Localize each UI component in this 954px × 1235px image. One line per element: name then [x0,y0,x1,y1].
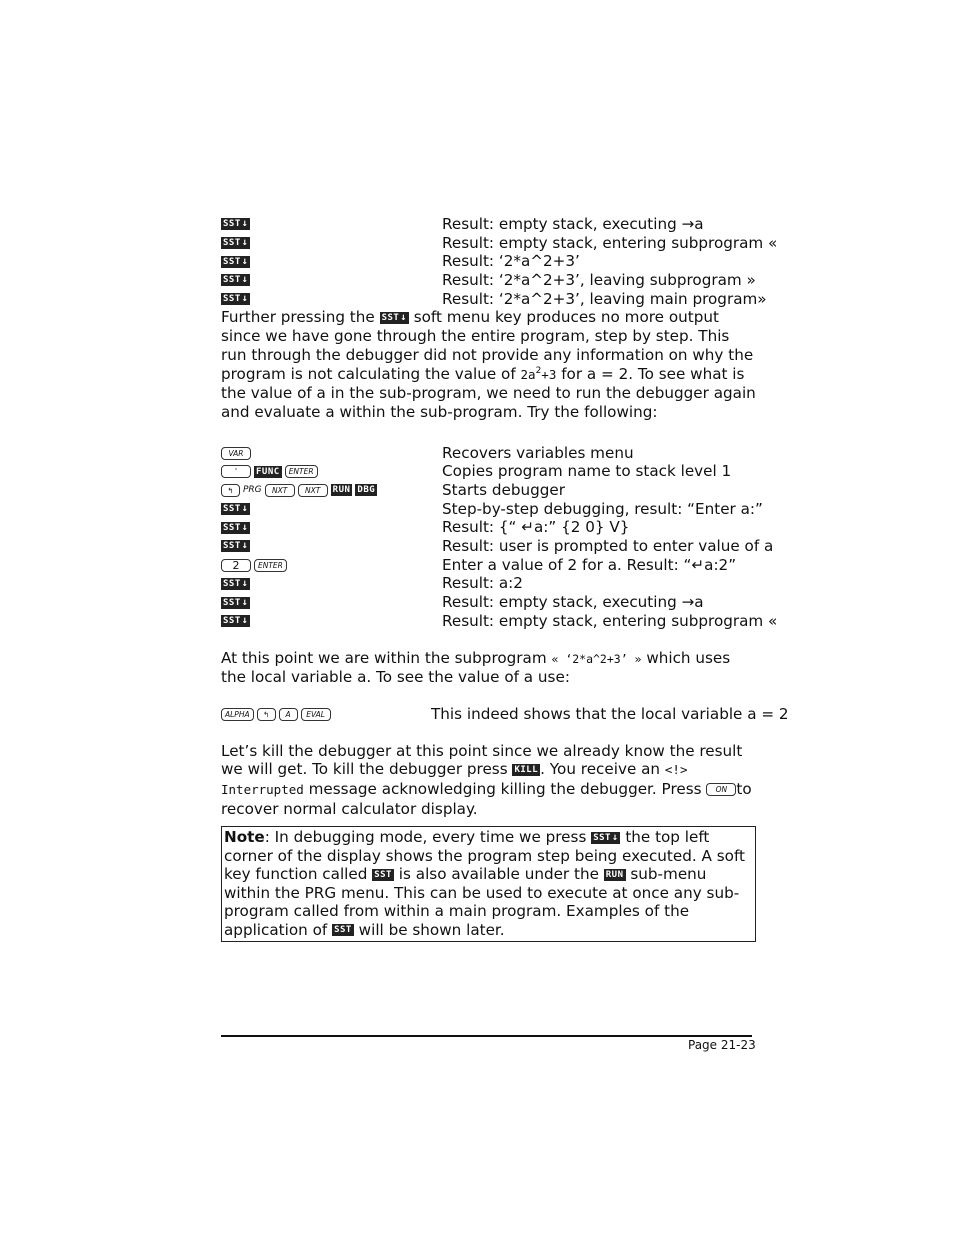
step-result: Result: ‘2*a^2+3’, leaving main program» [442,289,767,308]
sst-down-softkey: SST ↓ [223,237,249,249]
step-row [221,704,789,724]
paragraph-kill-debugger: Let’s kill the debugger at this point since we already know the result we will get. To kill the debugger press KILL . You receive an <!> Interrupted message acknowledging killing the debugger. Press ON to recover normal calculator display. [221,741,752,818]
step-result: Step-by-step debugging, result: “Enter a:” [442,499,763,518]
nxt-key: NXT [298,484,328,497]
inline-code: 2a [520,366,536,382]
enter-key: ENTER [254,559,287,572]
step-result: Result: ‘2*a^2+3’ [442,252,580,271]
page-number: Page 21-23 [688,1038,756,1052]
on-key: ON [706,783,736,796]
step-row [221,574,756,593]
nxt-key: NXT [265,484,295,497]
sst-down-softkey: SST ↓ [381,311,407,323]
step-row [221,444,756,463]
step-row [221,233,778,253]
sst-down-softkey: SST ↓ [223,503,249,515]
step-result: Result: {“ ↵a:” {2 0} V} [442,518,630,537]
sst-down-softkey: SST ↓ [223,540,249,552]
sst-softkey: SST [374,869,392,880]
footer-rule [221,1035,752,1037]
sst-down-softkey: SST ↓ [223,521,249,533]
step-row [221,518,756,537]
step-row [221,593,756,612]
step-result: Result: a:2 [442,574,523,593]
step-result: Copies program name to stack level 1 [442,462,732,481]
step-result: Starts debugger [442,481,565,500]
note-label: Note [224,828,265,847]
sst-down-softkey: SST ↓ [223,577,249,589]
sst-down-softkey: SST ↓ [223,293,249,305]
tick-key: ' [221,465,251,478]
left-shift-icon: ↰ [221,484,240,497]
step-row [221,252,756,271]
step-result: Recovers variables menu [442,443,634,462]
sst-down-softkey: SST ↓ [223,218,249,230]
step-result: Result: empty stack, executing →a [442,215,704,233]
step-row [221,462,756,481]
step-row [221,537,774,556]
func-softkey: FUNC [256,466,280,477]
step-result: This indeed shows that the local variable a = 2 [431,704,789,723]
eval-key: EVAL [301,708,331,721]
step-result: Result: empty stack, entering subprogram « [442,611,778,630]
note-box: Note: In debugging mode, every time we press SST ↓ the top left corner of the display shows the program step being executed. A soft key function called SST is also available under the RUN sub-menu within the PRG menu. This can be used to execute at once any sub-program called from within a main program. Examples of the application of SST will be shown later. [221,826,756,942]
sst-down-softkey: SST ↓ [223,255,249,267]
step-row [221,215,756,234]
step-list-2 [221,443,778,631]
step-result: Result: user is prompted to enter value of a [442,537,774,556]
var-key: VAR [221,447,251,460]
step-row [221,556,756,575]
inline-code: « ‘2*a^2+3’ » [551,651,642,666]
page-content [221,215,789,942]
sst-softkey: SST [334,925,352,936]
dbg-softkey: DBG [357,485,376,496]
enter-key: ENTER [285,465,318,478]
step-result: Enter a value of 2 for a. Result: “↵a:2” [442,555,737,574]
a-key: A [279,708,298,721]
paragraph-subprogram: At this point we are within the subprogram « ‘2*a^2+3’ » which uses the local variable a. To see the value of a use: [221,648,731,687]
step-row [221,499,763,519]
paragraph-further-pressing: Further pressing the SST ↓ soft menu key produces no more output since we have gone through the entire program, step by step. This run through the debugger did not provide any information on why the program is not calculating the value of $2a^2+3$ for a = 2. To see what is the value of a in the sub-program, we need to run the debugger again and evaluate a within the sub-program. Try the following: [221,308,756,421]
sst-down-softkey: SST ↓ [223,274,249,286]
run-softkey: RUN [332,485,351,496]
sst-down-softkey: SST ↓ [223,615,249,627]
two-key: 2 [221,559,251,572]
kill-softkey: KILL [514,764,539,775]
run-softkey: RUN [605,869,624,880]
step-row [221,611,778,631]
step-row [221,481,756,500]
sst-down-softkey: SST ↓ [593,831,619,843]
step-row [221,289,767,309]
prg-label: PRG [243,485,262,496]
step-result: Result: empty stack, entering subprogram « [442,233,778,252]
step-result: Result: ‘2*a^2+3’, leaving subprogram » [442,271,756,290]
step-list-1 [221,215,778,308]
step-result: Result: empty stack, executing →a [442,593,704,612]
alpha-key: ALPHA [221,708,254,721]
left-shift-icon: ↰ [257,708,276,721]
step-row [221,271,756,290]
sst-down-softkey: SST ↓ [223,596,249,608]
inline-code: <!> Interrupted [221,762,688,798]
